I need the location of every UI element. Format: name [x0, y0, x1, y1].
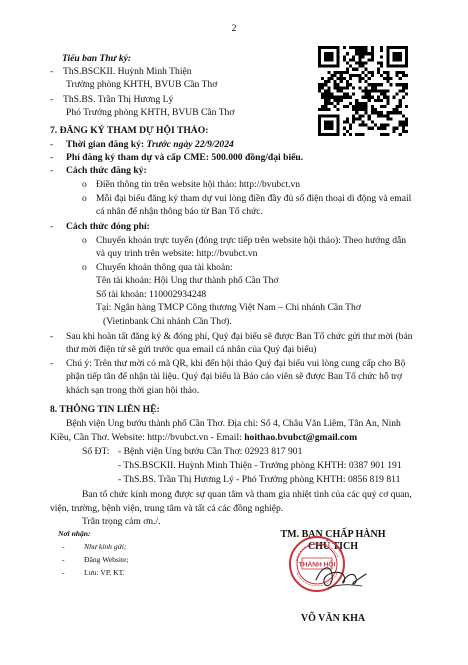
bullet: -	[62, 555, 65, 564]
qr-finder-center	[324, 120, 333, 129]
circle-bullet: o	[82, 193, 87, 204]
contact-email[interactable]: hoithao.bvubct@gmail.com	[244, 432, 358, 443]
qr-finder-center	[392, 52, 401, 61]
fee-label: Phí đăng ký tham dự và cấp CME	[66, 152, 206, 163]
bullet: -	[50, 331, 54, 342]
bullet: -	[50, 221, 54, 232]
account-number: Số tài khoản: 110002934248	[96, 289, 207, 300]
fee-value: : 500.000 đồng/đại biểu.	[205, 152, 304, 163]
address-line: Bệnh viện Ung bướu thành phố Cần Thơ. Địa chỉ: Số 4, Châu Văn Liêm, Tân An, Ninh	[66, 418, 401, 429]
page-number: 2	[231, 23, 237, 34]
member-name: ThS.BS. Trần Thị Hương Lý	[63, 94, 174, 105]
member-role: Trưởng phòng KHTH, BVUB Cần Thơ	[66, 79, 218, 90]
address-text: Kiều, Cần Thơ. Website: http://bvubct.vn - Email:	[50, 432, 245, 443]
bullet: -	[50, 139, 54, 150]
thanks-line: Trân trọng cảm ơn./.	[82, 516, 161, 527]
signature-role: CHỦ TỊCH	[307, 541, 359, 552]
account-name: Tên tài khoản: Hội Ung thư thành phố Cần Thơ	[96, 275, 279, 286]
bullet: -	[50, 358, 54, 369]
note-line: khách sạn trong thời gian hội thảo.	[66, 385, 200, 396]
phone-label: Số ĐT:	[82, 446, 110, 457]
recipients-heading: Nơi nhận:	[58, 529, 91, 538]
phone-line: - ThS.BS. Trần Thị Hương Lý - Phó Trưởng phòng KHTH: 0856 819 811	[118, 474, 401, 485]
signature-title: TM. BAN CHẤP HÀNH	[280, 529, 386, 540]
closing-line: viện, trường, bệnh viện, trung tâm và tất cả các đồng nghiệp.	[50, 503, 284, 514]
bullet: -	[50, 165, 54, 176]
note-line: phận tiếp tân để nhận tài liệu. Quý đại biểu là Báo cáo viên sẽ được Ban Tổ chức hỗ trợ	[66, 371, 403, 382]
member-role: Phó Trưởng phòng KHTH, BVUB Cần Thơ	[66, 107, 235, 118]
bullet: -	[62, 542, 65, 551]
pay-item: Chuyển khoản trực tuyến (đóng trực tiếp trên website hội thảo): Theo hướng dẫn	[96, 235, 407, 246]
pay-item: Chuyển khoản thông qua tài khoản:	[96, 262, 233, 273]
recipient-item: Đăng Website;	[84, 555, 129, 564]
bullet: -	[62, 568, 65, 577]
deadline-label: Thời gian đăng ký:	[66, 139, 145, 150]
closing-line: Ban tổ chức kính mong được sự quan tâm và tham gia nhiệt tình của các quý cơ quan,	[82, 489, 412, 500]
account-bank-short: (Vietinbank Chi nhánh Cần Thơ).	[103, 316, 232, 327]
member-name: ThS.BSCKII. Huỳnh Minh Thiện	[63, 66, 192, 77]
how-item-cont: cá nhân để nhận thông báo từ Ban Tổ chức.	[96, 206, 263, 217]
section7-heading: 7. ĐĂNG KÝ THAM DỰ HỘI THẢO:	[50, 125, 209, 136]
note-line: Chú ý: Trên thư mời có mã QR, khi đến hội thảo Quý đại biểu vui lòng cung cấp cho Bộ	[66, 358, 406, 369]
secretariat-heading: Tiểu ban Thư ký:	[62, 53, 132, 64]
qr-finder-center	[324, 52, 333, 61]
seal-text: THÀNH HỘI	[298, 561, 336, 569]
circle-bullet: o	[82, 179, 87, 190]
bullet: -	[50, 152, 54, 163]
note-line: thư mời điện tử sẽ gửi trước qua email cá nhân của Quý đại biểu)	[66, 344, 317, 355]
account-bank: Tại: Ngân hàng TMCP Công thương Việt Nam – Chi nhánh Cần Thơ	[96, 302, 361, 313]
pay-label: Cách thức đóng phí:	[66, 221, 150, 232]
how-item: Điền thông tin trên website hội thảo: http://bvubct.vn	[96, 179, 301, 190]
fee-row	[66, 152, 303, 164]
bullet: -	[50, 94, 54, 105]
pay-item-cont: và quy trình trên website: http://bvubct.vn	[96, 248, 258, 259]
circle-bullet: o	[82, 262, 87, 273]
how-item: Mỗi đại biểu đăng ký tham dự vui lòng điền đầy đủ số điện thoại di động và email	[96, 193, 412, 204]
signer-name: VÕ VĂN KHA	[300, 613, 366, 624]
section8-heading: 8. THÔNG TIN LIÊN HỆ:	[50, 404, 160, 415]
qr-code-image	[318, 46, 408, 136]
recipient-item: Như kính gửi;	[84, 542, 127, 551]
handwritten-signature	[310, 560, 370, 596]
deadline-row	[66, 139, 234, 151]
deadline-value: Trước ngày 22/9/2024	[146, 139, 234, 150]
how-label: Cách thức đăng ký:	[66, 165, 147, 176]
bullet: -	[50, 66, 54, 77]
note-line: Sau khi hoàn tất đăng ký & đóng phí, Quý đại biểu sẽ được Ban Tổ chức gửi thư mời (bản	[66, 331, 413, 342]
circle-bullet: o	[82, 235, 87, 246]
phone-line: - Bệnh viện Ung bướu Cần Thơ: 02923 817 901	[118, 446, 303, 457]
phone-line: - ThS.BSCKII. Huỳnh Minh Thiện - Trưởng phòng KHTH: 0387 901 191	[118, 460, 402, 471]
address-line	[50, 432, 357, 444]
recipient-item: Lưu: VP, KT.	[84, 568, 125, 577]
